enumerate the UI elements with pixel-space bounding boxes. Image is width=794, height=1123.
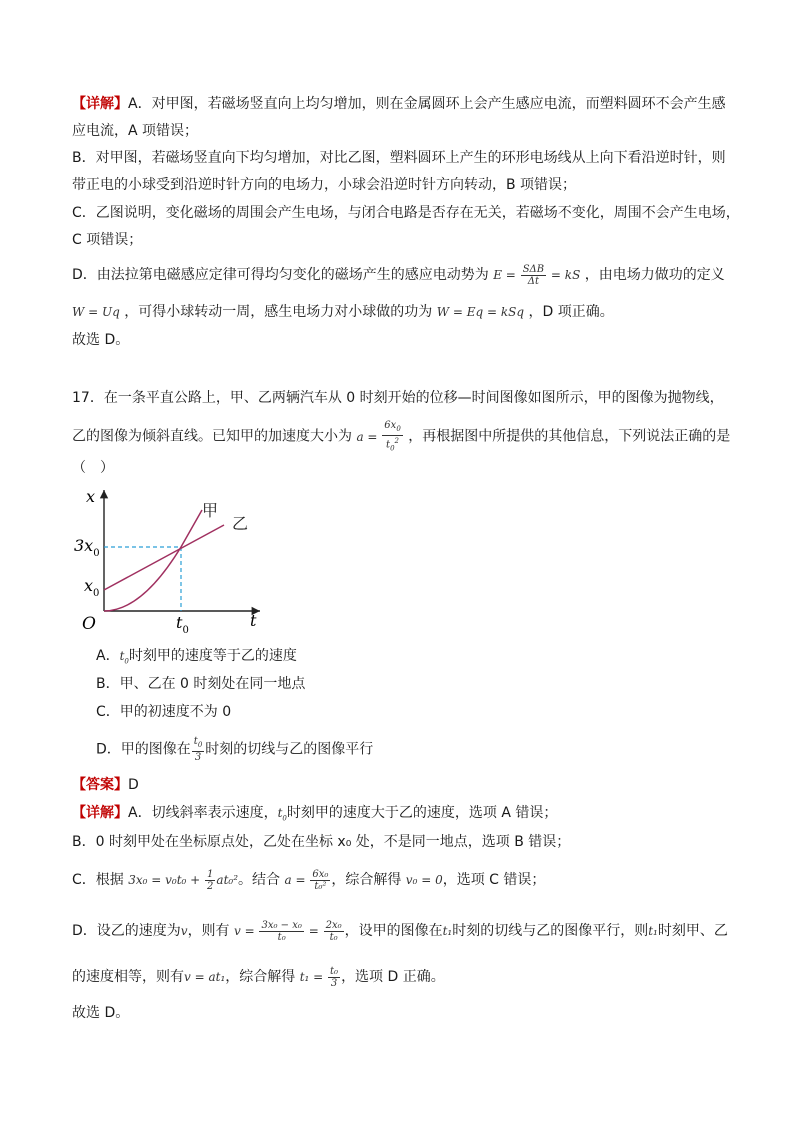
answer-value: D <box>128 777 139 793</box>
conclusion: 故选 D。 <box>72 1005 130 1021</box>
detail-b: B．0 时刻甲处在坐标原点处，乙处在坐标 x₀ 处，不是同一地点，选项 B 错误； <box>72 834 571 850</box>
detail-c: C．根据 3x₀ = v₀t₀ + $\frac{1}{2}$ at₀²。结合 a = $\frac{\text{6x₀}}{\text{t₀²}}$ ，综合解得 v₀ = 0，选项 C 错误； <box>72 869 546 892</box>
work-formula: W = Uq <box>72 305 120 319</box>
option-b: B．甲、乙在 0 时刻处在同一地点 <box>96 676 306 692</box>
conclusion-prev: 故选 D。 <box>72 332 130 348</box>
detail-d-2: 的速度相等，则有v = at₁，综合解得 t₁ = $\frac{\text{t₀}}{3}$ ，选项 D 正确。 <box>72 966 445 989</box>
q17-paren: （ ） <box>72 460 114 476</box>
tick-3x0: $3x_0$ <box>74 536 100 559</box>
xt-graph <box>72 478 272 638</box>
text: A．对甲图，若磁场竖直向上均匀增加，则在金属圆环上会产生感应电流，而塑料圆环不会产生感 <box>128 96 726 112</box>
x-axis-label: t <box>250 611 257 630</box>
text-line: 应电流，A 项错误； <box>72 123 199 139</box>
text-line: 带正电的小球受到沿逆时针方向的电场力，小球会沿逆时针方向转动，B 项错误； <box>72 177 577 193</box>
detail-a-line <box>72 94 726 114</box>
label-jia: 甲 <box>202 501 219 520</box>
text-line: B．对甲图，若磁场竖直向下均匀增加，对比乙图，塑料圆环上产生的环形电场线从上向下看沿逆时针，则 <box>72 150 726 166</box>
work-result-formula: W = Eq = kSq <box>436 305 525 319</box>
detail-tag: 【详解】 <box>72 96 128 112</box>
option-a: A．$t_0$时刻甲的速度等于乙的速度 <box>96 648 297 666</box>
accel-formula: a = $\frac{6x_0}{t_0^2}$ <box>356 420 401 453</box>
detail-d-line1: D．由法拉第电磁感应定律可得均匀变化的磁场产生的感应电动势为 E = $\frac{\text{SΔB}}{\Delta t}$ = kS ，由电场力做功的定义 <box>72 264 725 287</box>
line-yi <box>104 525 224 590</box>
label-yi: 乙 <box>232 514 249 533</box>
curve-jia <box>104 510 202 611</box>
y-axis-label: x <box>86 487 96 506</box>
detail-a: 【详解】A．切线斜率表示速度，$t_0$时刻甲的速度大于乙的速度，选项 A 错误； <box>72 805 558 823</box>
option-c: C．甲的初速度不为 0 <box>96 704 232 720</box>
answer-tag: 【答案】 <box>72 777 128 793</box>
detail-d-line2: W = Uq ，可得小球转动一周，感生电场力对小球做的功为 W = Eq = kSq ，D 项正确。 <box>72 304 614 320</box>
option-d: D．甲的图像在 $\frac{t_0}{3}$ 时刻的切线与乙的图像平行 <box>96 736 374 763</box>
tick-x0: $x_0$ <box>84 576 100 599</box>
answer-line <box>72 775 139 795</box>
emf-formula: E = $\frac{\text{SΔB}}{\Delta t}$ = kS <box>493 264 581 287</box>
tick-t0: $t_0$ <box>176 613 189 636</box>
detail-d-1: D．设乙的速度为v，则有 v = $\frac{\text{3x₀ − x₀}}{\text{t₀}}$ = $\frac{\text{2x₀}}{\text{t₀}}$ ，设甲的图像在t₁时刻的切线与乙的图像平行，则t₁时刻甲、乙 <box>72 920 728 943</box>
origin-label: O <box>82 614 96 634</box>
text-line: C．乙图说明，变化磁场的周围会产生电场，与闭合电路是否存在无关，若磁场不变化，周围不会产生电场， <box>72 205 740 221</box>
q17-stem-line2: 乙的图像为倾斜直线。已知甲的加速度大小为 a = $\frac{6x_0}{t_0^2}$ ，再根据图中所提供的其他信息，下列说法正确的是 <box>72 420 731 453</box>
text-line: C 项错误； <box>72 232 143 248</box>
q17-stem-line1: 17．在一条平直公路上，甲、乙两辆汽车从 0 时刻开始的位移—时间图像如图所示，甲的图像为抛物线， <box>72 390 724 406</box>
